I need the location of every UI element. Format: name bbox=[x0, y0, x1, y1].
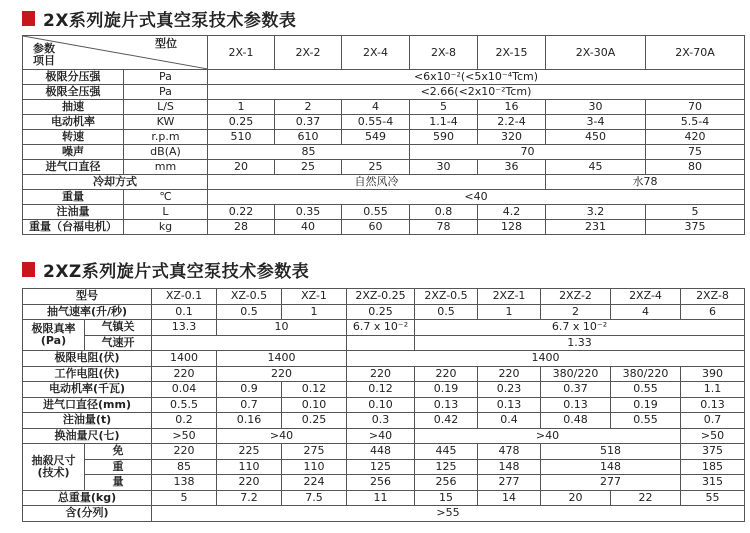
table-row: 抽气速率(升/秒) 0.1 0.5 1 0.25 0.5 1 2 4 6 bbox=[23, 304, 745, 320]
corner-header: 型位 参数 项目 bbox=[23, 36, 208, 70]
ultimate-label: 极限真率 (Pa) bbox=[23, 320, 85, 351]
table-row: 极限全压强 Pa <2.66(<2x10⁻²Tcm) bbox=[23, 85, 745, 100]
table-row: 工作电阻(伏) 220 220 220 220 220 380/220 380/220 390 bbox=[23, 366, 745, 382]
model-header: 2XZ-1 bbox=[478, 289, 541, 305]
2xz-spec-table bbox=[22, 288, 745, 522]
table-row: 极限电阻(伏) 1400 1400 1400 bbox=[23, 351, 745, 367]
table-row: 注油量(t) 0.2 0.16 0.25 0.3 0.42 0.4 0.48 0.55 0.7 bbox=[23, 413, 745, 429]
model-header: 2X-4 bbox=[342, 36, 410, 70]
table-row: 电动机率(千瓦) 0.04 0.9 0.12 0.12 0.19 0.23 0.37 0.55 1.1 bbox=[23, 382, 745, 398]
section2-title: 2XZ系列旋片式真空泵技术参数表 bbox=[22, 259, 309, 279]
table-row: 重量（台福电机） kg 28 40 60 78 128 231 375 bbox=[23, 220, 745, 235]
model-header: XZ-0.5 bbox=[217, 289, 282, 305]
model-header: 2XZ-2 bbox=[541, 289, 611, 305]
model-header: 2XZ-4 bbox=[611, 289, 681, 305]
table-row: 冷却方式 自然风冷 水78 bbox=[23, 175, 745, 190]
model-header: 2X-15 bbox=[478, 36, 546, 70]
table-row: 总重量(kg) 5 7.2 7.5 11 15 14 20 22 55 bbox=[23, 490, 745, 506]
model-header: XZ-0.1 bbox=[152, 289, 217, 305]
table-row: 极限分压强 Pa <6x10⁻²(<5x10⁻⁴Tcm) bbox=[23, 70, 745, 85]
table-row: 量 138 220 224 256 256 277 277 315 bbox=[23, 475, 745, 491]
model-header: 2XZ-8 bbox=[681, 289, 745, 305]
model-header: 2X-8 bbox=[410, 36, 478, 70]
table-row: 抽速 L/S 1 2 4 5 16 30 70 bbox=[23, 100, 745, 115]
section1-title: 2X系列旋片式真空泵技术参数表 bbox=[22, 8, 296, 28]
model-header: 2X-2 bbox=[275, 36, 342, 70]
model-header: 2XZ-0.25 bbox=[347, 289, 415, 305]
table-row: 进气口直径(mm) 0.5.5 0.7 0.10 0.10 0.13 0.13 0.13 0.19 0.13 bbox=[23, 397, 745, 413]
model-header: 2X-70A bbox=[646, 36, 745, 70]
table-row: 含(分列) >55 bbox=[23, 506, 745, 522]
model-header: XZ-1 bbox=[282, 289, 347, 305]
table-row: 噪声 dB(A) 85 70 75 bbox=[23, 145, 745, 160]
table-row: 型号 XZ-0.1 XZ-0.5 XZ-1 2XZ-0.25 2XZ-0.5 2XZ-1 2XZ-2 2XZ-4 2XZ-8 bbox=[23, 289, 745, 305]
table-row: 极限真率 (Pa) 气镇关 13.3 10 6.7 x 10⁻² 6.7 x 10⁻² bbox=[23, 320, 745, 336]
table-row: 重 85 110 110 125 125 148 148 185 bbox=[23, 459, 745, 475]
dims-label: 抽殺尺寸 (技术) bbox=[23, 444, 85, 491]
model-header: 2X-30A bbox=[546, 36, 646, 70]
table-row: 抽殺尺寸 (技术) 免 220 225 275 448 445 478 518 375 bbox=[23, 444, 745, 460]
model-header: 2XZ-0.5 bbox=[415, 289, 478, 305]
table-row: 转速 r.p.m 510 610 549 590 320 450 420 bbox=[23, 130, 745, 145]
table-row: 换油量尺(七) >50 >40 >40 >40 >50 bbox=[23, 428, 745, 444]
model-header: 2X-1 bbox=[208, 36, 275, 70]
title-marker-icon bbox=[22, 11, 35, 26]
table-row: 气速开 1.33 bbox=[23, 335, 745, 351]
table-row: 重量 ℃ <40 bbox=[23, 190, 745, 205]
table-row: 电动机率 KW 0.25 0.37 0.55-4 1.1-4 2.2-4 3-4 5.5-4 bbox=[23, 115, 745, 130]
table-row: 进气口直径 mm 20 25 25 30 36 45 80 bbox=[23, 160, 745, 175]
table-row: 注油量 L 0.22 0.35 0.55 0.8 4.2 3.2 5 bbox=[23, 205, 745, 220]
title-marker-icon bbox=[22, 262, 35, 277]
2x-spec-table bbox=[22, 35, 745, 235]
